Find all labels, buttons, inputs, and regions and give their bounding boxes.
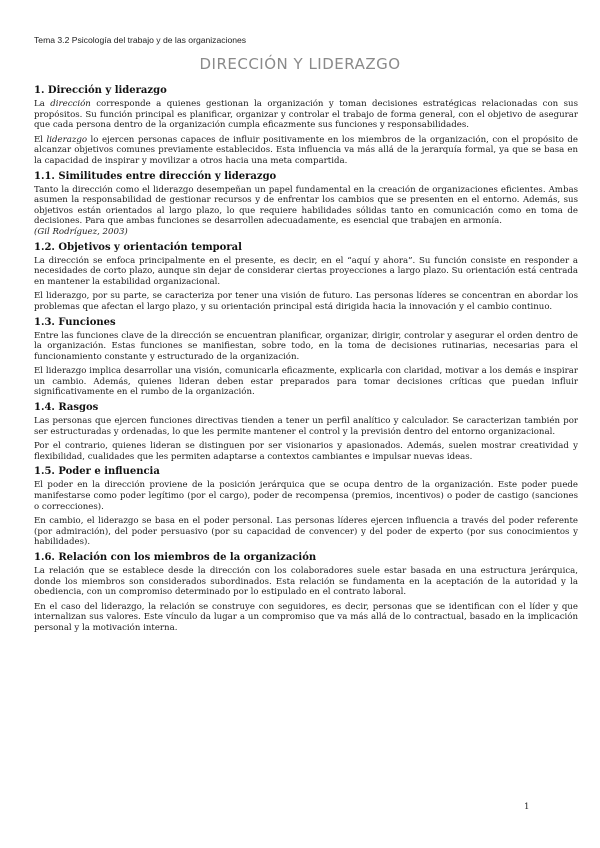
text-run: lo ejercen personas capaces de influir positivamente en los miembros de la organización, con el propósito de alcanzar objetivos comunes previamente establecidos. Esta influencia va más allá de la jerarquía formal, ya que se basa en la capacidad de inspirar y movilizar a otros hacia una meta compartida.	[34, 134, 578, 166]
text-run: La	[34, 99, 51, 109]
paragraph: Por el contrario, quienes lideran se distinguen por ser visionarios y apasionados. Además, suelen mostrar creatividad y flexibilidad, cualidades que les permiten adaptarse a contextos cambiantes e impulsar nuevas ideas.	[34, 441, 578, 462]
page-number: 1	[524, 802, 530, 812]
paragraph: Tanto la dirección como el liderazgo desempeñan un papel fundamental en la creación de organizaciones eficientes. Ambas asumen la responsabilidad de gestionar recursos y de enfrentar los cambios que se presenten en el entorno. Además, sus objetivos están orientados al largo plazo, lo que requiere habilidades sólidas tanto en comunicación como en toma de decisiones. Para que ambas funciones se desarrollen adecuadamente, es esencial que trabajen en armonía.	[34, 184, 578, 227]
paragraph: El liderazgo, por su parte, se caracteriza por tener una visión de futuro. Las personas líderes se concentran en abordar los problemas que afectan el largo plazo, y su orientación principal está dirigida hacia la innovación y el cambio continuo.	[34, 291, 578, 312]
paragraph: La relación que se establece desde la dirección con los colaboradores suele estar basada en una estructura jerárquica, donde los miembros son considerados subordinados. Esta relación se fundamenta en la aceptación de la autoridad y la obediencia, con un compromiso determinado por lo estipulado en el contrato laboral.	[34, 566, 578, 598]
paragraph: El poder en la dirección proviene de la posición jerárquica que se ocupa dentro de la organización. Este poder puede manifestarse como poder legítimo (por el cargo), poder de recompensa (premios, incentivos) o poder de castigo (sanciones o correcciones).	[34, 480, 578, 512]
text-run: El	[34, 134, 47, 145]
section-heading: 1.5. Poder e influencia	[34, 466, 160, 478]
running-header: Tema 3.2 Psicología del trabajo y de las organizaciones	[34, 35, 247, 45]
text-run: corresponde a quienes gestionan la organización y toman decisiones estratégicas relacionadas con sus propósitos. Su función principal es planificar, organizar y controlar el trabajo de forma general, con el objetivo de asegurar que cada persona dentro de la organización cumpla eficazmente sus funciones y responsabilidades.	[34, 99, 578, 131]
paragraph	[34, 135, 578, 167]
document-title: DIRECCIÓN Y LIDERAZGO	[199, 55, 401, 73]
paragraph	[34, 99, 578, 131]
section-heading: 1.1. Similitudes entre dirección y liderazgo	[34, 170, 277, 182]
citation: (Gil Rodríguez, 2003)	[34, 226, 128, 237]
section-heading: 1.4. Rasgos	[34, 402, 99, 414]
document-body	[34, 85, 578, 638]
section-heading: 1.2. Objetivos y orientación temporal	[34, 241, 242, 253]
section-heading: 1. Dirección y liderazgo	[34, 85, 167, 96]
paragraph: En cambio, el liderazgo se basa en el poder personal. Las personas líderes ejercen influencia a través del poder referente (por admiración), del poder persuasivo (por su capacidad de convencer) y del poder de experto (por sus conocimientos y habilidades).	[34, 516, 578, 548]
emphasis: liderazgo	[46, 134, 88, 145]
paragraph: Las personas que ejercen funciones directivas tienden a tener un perfil analítico y calculador. Se caracterizan también por ser estructuradas y ordenadas, lo que les permite mantener el control y la previsión dentro del entorno organizacional.	[34, 416, 578, 437]
section-heading: 1.3. Funciones	[34, 316, 116, 328]
paragraph: En el caso del liderazgo, la relación se construye con seguidores, es decir, personas que se identifican con el líder y que internalizan sus valores. Este vínculo da lugar a un compromiso que va más allá de lo contractual, basado en la implicación personal y la motivación interna.	[34, 601, 578, 633]
paragraph: La dirección se enfoca principalmente en el presente, es decir, en el “aquí y ahora”. Su función consiste en responder a necesidades de corto plazo, aunque sin dejar de considerar ciertas proyecciones a largo plazo. Su orientación está centrada en mantener la estabilidad organizacional.	[34, 255, 578, 287]
emphasis: dirección	[50, 99, 91, 109]
paragraph: Entre las funciones clave de la dirección se encuentran planificar, organizar, dirigir, controlar y asegurar el orden dentro de la organización. Estas funciones se manifiestan, sobre todo, en la toma de decisiones rutinarias, necesarias para el funcionamiento constante y estructurado de la organización.	[34, 330, 578, 362]
paragraph: El liderazgo implica desarrollar una visión, comunicarla eficazmente, explicarla con claridad, motivar a los demás e inspirar un cambio. Además, quienes lideran deben estar preparados para tomar decisiones críticas que puedan influir significativamente en el rumbo de la organización.	[34, 366, 578, 398]
section-heading: 1.6. Relación con los miembros de la organización	[34, 552, 317, 563]
